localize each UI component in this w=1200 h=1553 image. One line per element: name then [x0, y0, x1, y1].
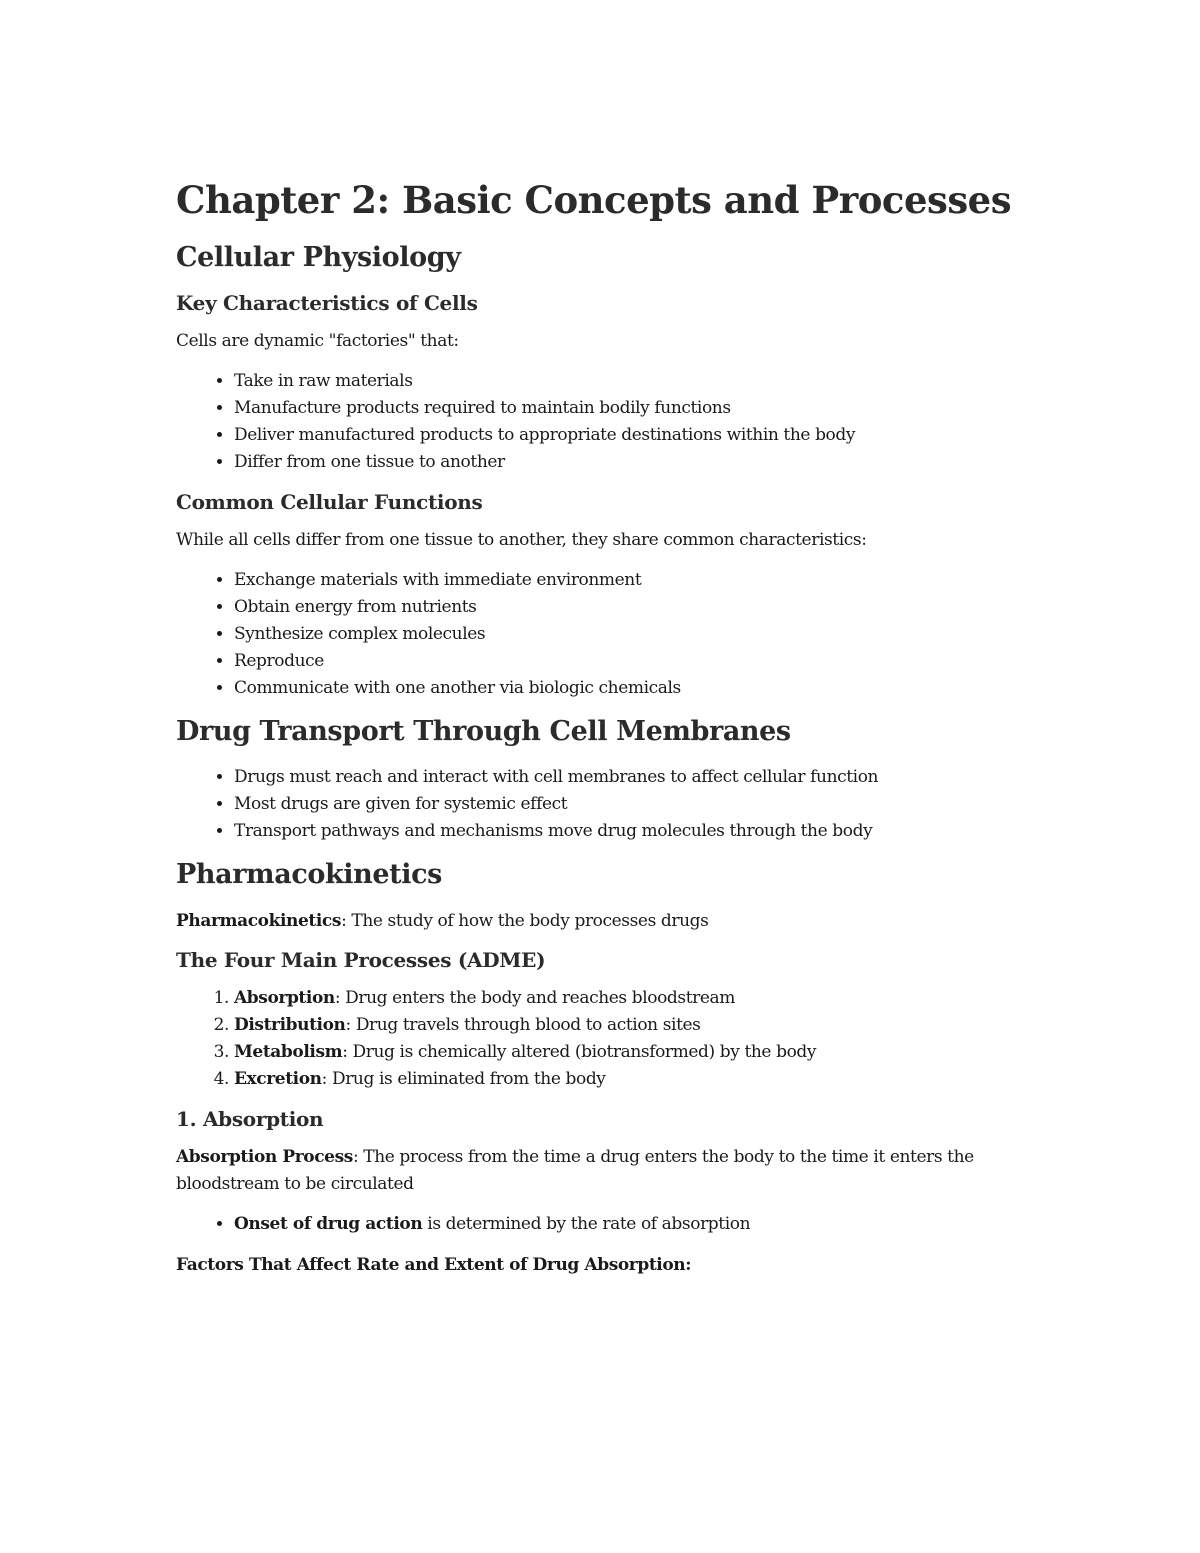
section-heading-drug-transport: Drug Transport Through Cell Membranes: [176, 715, 791, 747]
absorption-process-text: : The process from the time a drug enters the body to the time it enters the bloodstream to be circulated: [176, 1146, 974, 1194]
common-functions-intro: While all cells differ from one tissue to another, they share common characteristics:: [176, 529, 867, 550]
list-item: [234, 1066, 1036, 1093]
adme-term: Absorption: [234, 987, 335, 1008]
adme-text: : Drug is eliminated from the body: [321, 1068, 606, 1089]
adme-text: : Drug enters the body and reaches bloodstream: [334, 987, 735, 1008]
common-functions-list: [176, 567, 1036, 702]
definition-term: Pharmacokinetics: [176, 910, 342, 931]
list-item: • Synthesize complex molecules: [234, 621, 1036, 648]
onset-term: Onset of drug action: [234, 1213, 423, 1234]
key-characteristics-list: [176, 368, 1036, 476]
list-item: • Take in raw materials: [234, 368, 1036, 395]
list-item: [234, 985, 1036, 1012]
chapter-title: Chapter 2: Basic Concepts and Processes: [176, 178, 1012, 222]
document-page: [176, 178, 1036, 1292]
list-item: • Differ from one tissue to another: [234, 449, 1036, 476]
list-item: [234, 1039, 1036, 1066]
list-item: • Reproduce: [234, 648, 1036, 675]
list-item: • Communicate with one another via biologic chemicals: [234, 675, 1036, 702]
adme-text: : Drug is chemically altered (biotransformed) by the body: [342, 1041, 817, 1062]
pharmacokinetics-definition: [176, 908, 1036, 935]
onset-text: is determined by the rate of absorption: [422, 1213, 751, 1234]
list-item: • Exchange materials with immediate environment: [234, 567, 1036, 594]
adme-list: [176, 985, 1036, 1093]
adme-text: : Drug travels through blood to action sites: [345, 1014, 701, 1035]
list-item: • Deliver manufactured products to appropriate destinations within the body: [234, 422, 1036, 449]
list-item: • Drugs must reach and interact with cell membranes to affect cellular function: [234, 764, 1036, 791]
absorption-list: [176, 1211, 1036, 1238]
absorption-process-term: Absorption Process: [176, 1146, 353, 1167]
absorption-factors-heading: Factors That Affect Rate and Extent of Drug Absorption:: [176, 1254, 692, 1275]
key-characteristics-intro: Cells are dynamic "factories" that:: [176, 330, 459, 351]
drug-transport-list: [176, 764, 1036, 845]
list-item: [234, 1012, 1036, 1039]
list-item: • Most drugs are given for systemic effect: [234, 791, 1036, 818]
section-heading-pharmacokinetics: Pharmacokinetics: [176, 859, 442, 891]
subsection-heading-key-characteristics: Key Characteristics of Cells: [176, 290, 478, 315]
definition-text: : The study of how the body processes drugs: [341, 910, 709, 931]
list-item: • Obtain energy from nutrients: [234, 594, 1036, 621]
absorption-process-paragraph: [176, 1144, 1036, 1198]
subsection-heading-common-functions: Common Cellular Functions: [176, 489, 483, 514]
adme-term: Distribution: [234, 1014, 346, 1035]
adme-term: Excretion: [234, 1068, 322, 1089]
subsection-heading-absorption: 1. Absorption: [176, 1106, 324, 1131]
list-item: • Transport pathways and mechanisms move drug molecules through the body: [234, 818, 1036, 845]
section-heading-cellular-physiology: Cellular Physiology: [176, 242, 461, 274]
list-item: [234, 1211, 1036, 1238]
list-item: • Manufacture products required to maintain bodily functions: [234, 395, 1036, 422]
adme-term: Metabolism: [234, 1041, 343, 1062]
subsection-heading-adme: The Four Main Processes (ADME): [176, 947, 546, 972]
